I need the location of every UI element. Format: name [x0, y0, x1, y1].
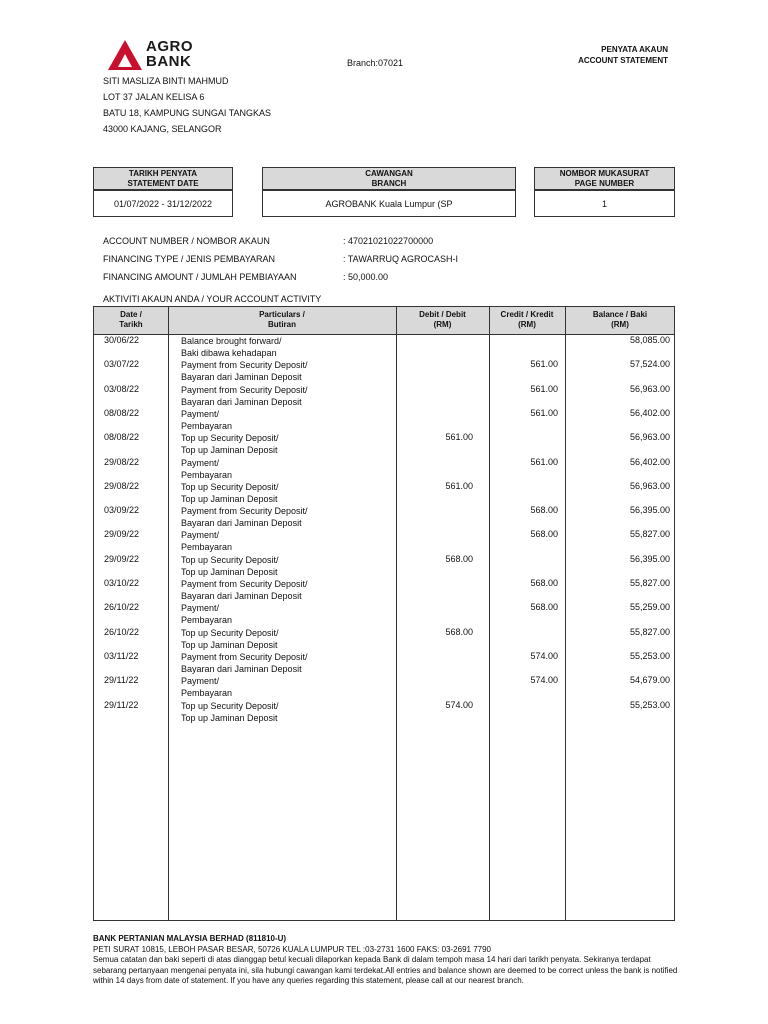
row-balance: 56,395.00	[629, 553, 670, 564]
table-row	[94, 627, 674, 651]
row-particulars-english: Payment/	[181, 530, 220, 541]
page-number-box	[534, 167, 675, 217]
row-balance: 55,253.00	[629, 699, 670, 710]
table-row	[94, 651, 674, 675]
agrobank-triangle-icon	[108, 40, 142, 70]
branch-label-malay: CAWANGAN	[365, 169, 413, 178]
account-number-value: : 47021021022700000	[343, 236, 434, 246]
row-particulars-malay: Top up Jaminan Deposit	[181, 712, 278, 723]
row-balance: 57,524.00	[629, 359, 670, 370]
table-row	[94, 602, 674, 626]
activity-title: AKTIVITI AKAUN ANDA / YOUR ACCOUNT ACTIVITY	[103, 294, 322, 304]
activity-table	[93, 306, 675, 921]
financing-amount-value: : 50,000.00	[343, 272, 389, 282]
header-debit-label: Debit / Debit	[419, 310, 466, 319]
branch-code: Branch:07021	[347, 58, 404, 68]
row-particulars-malay: Pembayaran	[181, 542, 233, 553]
header-balance	[565, 310, 675, 330]
row-particulars-english: Balance brought forward/	[181, 336, 282, 346]
row-particulars-malay: Bayaran dari Jaminan Deposit	[181, 663, 302, 674]
row-particulars	[181, 700, 279, 724]
address-line-1: LOT 37 JALAN KELISA 6	[103, 92, 205, 102]
row-particulars	[181, 529, 232, 553]
row-date: 26/10/22	[104, 626, 140, 637]
row-particulars	[181, 675, 232, 699]
row-particulars-malay: Top up Jaminan Deposit	[181, 566, 278, 577]
table-row	[94, 432, 674, 456]
header-particulars-malay: Butiran	[268, 320, 296, 329]
table-row	[94, 384, 674, 408]
row-particulars-english: Payment/	[181, 676, 220, 687]
row-particulars-malay: Pembayaran	[181, 469, 233, 480]
row-date: 29/08/22	[104, 456, 140, 467]
row-particulars-english: Payment from Security Deposit/	[181, 360, 308, 371]
row-credit: 561.00	[530, 359, 558, 370]
statement-date-value: 01/07/2022 - 31/12/2022	[93, 191, 233, 217]
row-particulars	[181, 432, 279, 456]
row-date: 08/08/22	[104, 432, 140, 443]
statement-title-malay: PENYATA AKAUN	[601, 45, 668, 54]
row-date: 03/11/22	[104, 650, 139, 661]
row-particulars	[181, 602, 232, 626]
row-particulars	[181, 505, 308, 529]
row-credit: 568.00	[530, 529, 558, 540]
row-balance: 55,827.00	[629, 578, 670, 588]
row-balance: 56,963.00	[629, 480, 670, 491]
row-particulars	[181, 359, 308, 383]
table-row	[94, 457, 674, 481]
page-number-label-english: PAGE NUMBER	[574, 179, 635, 188]
row-particulars-english: Top up Security Deposit/	[181, 433, 279, 444]
row-balance: 55,253.00	[629, 650, 670, 661]
row-balance: 58,085.00	[629, 335, 670, 345]
row-date: 29/09/22	[104, 529, 140, 540]
table-row	[94, 359, 674, 383]
row-particulars-english: Top up Security Deposit/	[181, 700, 279, 711]
account-number-label: ACCOUNT NUMBER / NOMBOR AKAUN	[103, 236, 270, 246]
row-balance: 56,395.00	[629, 505, 670, 516]
row-particulars	[181, 335, 282, 359]
table-row	[94, 675, 674, 699]
customer-name: SITI MASLIZA BINTI MAHMUD	[103, 76, 229, 86]
row-balance: 55,827.00	[629, 529, 670, 540]
row-credit: 561.00	[530, 456, 558, 467]
statement-title	[578, 44, 668, 66]
table-row	[94, 554, 674, 578]
branch-box	[262, 167, 516, 217]
row-date: 29/11/22	[104, 699, 139, 710]
table-row	[94, 529, 674, 553]
row-particulars	[181, 408, 232, 432]
logo-text-bank: BANK	[146, 53, 192, 70]
row-date: 03/09/22	[104, 505, 140, 516]
header-credit-unit: (RM)	[518, 320, 536, 329]
row-credit: 574.00	[530, 675, 558, 686]
table-row	[94, 578, 674, 602]
row-particulars-malay: Pembayaran	[181, 615, 233, 626]
customer-address	[103, 73, 271, 137]
row-debit: 561.00	[445, 480, 473, 491]
row-particulars-english: Top up Security Deposit/	[181, 481, 279, 492]
row-credit: 568.00	[530, 505, 558, 516]
financing-type-label: FINANCING TYPE / JENIS PEMBAYARAN	[103, 254, 276, 264]
row-particulars	[181, 457, 232, 481]
row-particulars-malay: Pembayaran	[181, 688, 233, 699]
page-number-label-malay: NOMBOR MUKASURAT	[559, 169, 650, 178]
account-number-row	[103, 236, 434, 246]
row-particulars	[181, 627, 279, 651]
row-particulars	[181, 554, 279, 578]
financing-amount-label: FINANCING AMOUNT / JUMLAH PEMBIAYAAN	[103, 272, 297, 282]
row-balance: 56,963.00	[629, 383, 670, 394]
header-debit-unit: (RM)	[433, 320, 452, 329]
logo-text-agro: AGRO	[146, 38, 193, 55]
row-balance: 56,963.00	[629, 432, 670, 443]
footer-address: PETI SURAT 10815, LEBOH PASAR BESAR, 50726 KUALA LUMPUR TEL :03-2731 1600 FAKS: 03-2691 7790	[93, 944, 491, 954]
statement-title-english: ACCOUNT STATEMENT	[578, 56, 668, 65]
address-line-3: 43000 KAJANG, SELANGOR	[103, 124, 222, 134]
row-particulars-english: Payment/	[181, 408, 220, 419]
row-balance: 56,402.00	[629, 407, 670, 418]
row-particulars-malay: Bayaran dari Jaminan Deposit	[181, 518, 302, 529]
agrobank-logo	[108, 38, 208, 72]
header-credit	[489, 310, 565, 330]
row-particulars-english: Payment from Security Deposit/	[181, 506, 308, 517]
table-row	[94, 408, 674, 432]
header-credit-label: Credit / Kredit	[500, 310, 554, 319]
row-date: 29/11/22	[104, 675, 139, 686]
row-credit: 561.00	[530, 383, 558, 394]
row-particulars	[181, 578, 308, 602]
row-balance: 54,679.00	[629, 675, 670, 686]
financing-type-value: : TAWARRUQ AGROCASH-I	[343, 254, 459, 264]
statement-date-label-malay: TARIKH PENYATA	[128, 169, 198, 178]
row-balance: 55,827.00	[629, 626, 670, 637]
row-particulars-english: Payment/	[181, 457, 220, 468]
row-date: 29/08/22	[104, 480, 140, 491]
table-row	[94, 481, 674, 505]
address-line-2: BATU 18, KAMPUNG SUNGAI TANGKAS	[103, 108, 272, 118]
statement-date-box	[93, 167, 233, 217]
row-particulars-malay: Bayaran dari Jaminan Deposit	[181, 591, 302, 601]
row-particulars-english: Top up Security Deposit/	[181, 627, 279, 638]
row-credit: 568.00	[530, 578, 558, 588]
footer-disclaimer: Semua catatan dan baki seperti di atas dianggap betul kecuali dilaporkan kepada Bank di dalam tempoh masa 14 hari dari tarikh penyata. Sekiranya terdapat sebarang pertanyaan mengenai penyata ini, sila hubungi cawangan kami terdekat.All entries and balance shown are deemed to be correct unless the bank is notified within 14 days from date of statement. If you have any queries regarding this statement, please call at our nearest branch.	[93, 955, 678, 985]
financing-amount-row	[103, 272, 389, 282]
table-row	[94, 335, 674, 359]
financing-type-row	[103, 254, 459, 264]
branch-value: AGROBANK Kuala Lumpur (SP	[262, 191, 516, 217]
header-date-english: Date /	[120, 310, 142, 319]
row-particulars	[181, 481, 279, 505]
row-date: 03/07/22	[104, 359, 140, 370]
row-date: 03/10/22	[104, 578, 140, 588]
row-debit: 574.00	[445, 699, 473, 710]
row-particulars-malay: Pembayaran	[181, 420, 233, 431]
header-date-malay: Tarikh	[119, 320, 143, 329]
row-particulars-english: Payment from Security Deposit/	[181, 579, 308, 589]
row-balance: 55,259.00	[629, 602, 670, 613]
table-row	[94, 700, 674, 724]
row-particulars-english: Payment from Security Deposit/	[181, 384, 308, 395]
row-balance: 56,402.00	[629, 456, 670, 467]
row-particulars-english: Payment/	[181, 603, 220, 614]
row-particulars-malay: Bayaran dari Jaminan Deposit	[181, 396, 302, 407]
footer	[93, 934, 683, 987]
branch-label-english: BRANCH	[371, 179, 407, 188]
statement-date-label-english: STATEMENT DATE	[127, 179, 199, 188]
row-date: 26/10/22	[104, 602, 140, 613]
row-particulars-malay: Top up Jaminan Deposit	[181, 445, 278, 456]
row-date: 30/06/22	[104, 335, 140, 345]
row-date: 03/08/22	[104, 383, 140, 394]
row-credit: 568.00	[530, 602, 558, 613]
row-particulars-malay: Bayaran dari Jaminan Deposit	[181, 372, 302, 383]
page-number-value: 1	[534, 191, 675, 217]
row-debit: 568.00	[445, 626, 473, 637]
footer-company: BANK PERTANIAN MALAYSIA BERHAD (811810-U)	[93, 934, 287, 943]
row-particulars	[181, 384, 308, 408]
row-particulars-english: Top up Security Deposit/	[181, 554, 279, 565]
header-date	[94, 310, 168, 330]
row-debit: 561.00	[445, 432, 473, 443]
row-debit: 568.00	[445, 553, 473, 564]
row-date: 29/09/22	[104, 553, 140, 564]
header-balance-unit: (RM)	[611, 320, 629, 329]
table-row	[94, 505, 674, 529]
row-particulars-english: Payment from Security Deposit/	[181, 651, 308, 662]
header-balance-label: Balance / Baki	[592, 310, 648, 319]
row-credit: 561.00	[530, 407, 558, 418]
header-debit	[396, 310, 489, 330]
row-particulars	[181, 651, 308, 675]
row-particulars-malay: Baki dibawa kehadapan	[181, 348, 277, 358]
row-credit: 574.00	[530, 650, 558, 661]
row-particulars-malay: Top up Jaminan Deposit	[181, 639, 278, 650]
row-date: 08/08/22	[104, 407, 140, 418]
header-particulars-english: Particulars /	[259, 310, 305, 319]
header-particulars	[168, 310, 396, 330]
row-particulars-malay: Top up Jaminan Deposit	[181, 493, 278, 504]
